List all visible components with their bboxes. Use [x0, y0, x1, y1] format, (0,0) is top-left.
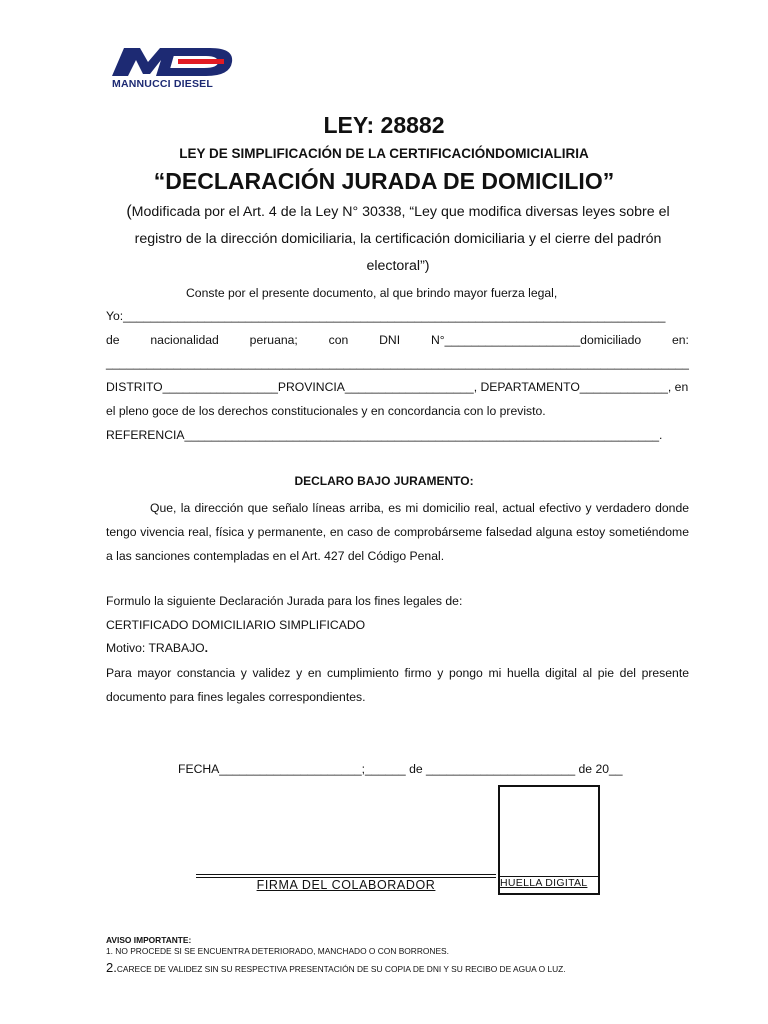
motive-dot: . — [204, 641, 209, 655]
location-fields[interactable]: DISTRITO_________________PROVINCIA___________________, DEPARTAMENTO_____________, en — [106, 380, 689, 394]
company-logo — [110, 44, 240, 92]
fingerprint-label: HUELLA DIGITAL — [500, 877, 588, 889]
nationality-word: de — [106, 333, 120, 347]
signature-label-text: FIRMA DEL COLABORADOR — [256, 878, 436, 892]
declaration-paragraph — [106, 496, 689, 568]
notice-heading: AVISO IMPORTANTE: — [106, 935, 192, 945]
dni-field[interactable]: N°____________________domiciliado — [430, 333, 642, 347]
notice-item-1: 1. NO PROCEDE SI SE ENCUENTRA DETERIORADO, MANCHADO O CON BORRONES. — [106, 946, 449, 956]
md-logo-icon — [110, 44, 236, 78]
intro-line: Conste por el presente documento, al que brindo mayor fuerza legal, — [186, 286, 558, 300]
notice-item-2-number: 2. — [106, 960, 117, 975]
declaration-text: Que, la dirección que señalo líneas arriba, es mi domicilio real, actual efectivo y verdadero donde tengo vivencia real, física y permanente, en caso de comprobárseme falsedad alguna estoy sometiéndome a las sanciones contempladas en el Art. 427 del Código Penal. — [106, 501, 689, 563]
modification-note — [108, 198, 688, 280]
date-field[interactable]: FECHA_____________________;______ de ______________________ de 20__ — [178, 762, 623, 776]
purpose-line: Formulo la siguiente Declaración Jurada para los fines legales de: — [106, 594, 463, 608]
signature-label — [196, 878, 496, 892]
name-field[interactable]: Yo:________________________________________________________________________________ — [106, 309, 666, 323]
motive-line — [106, 641, 208, 655]
company-name: MANNUCCI DIESEL — [112, 78, 214, 90]
law-subtitle: LEY DE SIMPLIFICACIÓN DE LA CERTIFICACIÓNDOMICIALIRIA — [179, 146, 589, 161]
rights-line: el pleno goce de los derechos constitucionales y en concordancia con lo previsto. — [106, 404, 546, 418]
declaration-heading: DECLARO BAJO JURAMENTO: — [294, 474, 474, 488]
nationality-line — [106, 333, 689, 347]
motive-text: Motivo: TRABAJO — [106, 641, 205, 655]
law-title: LEY: 28882 — [323, 112, 445, 138]
document-title: “DECLARACIÓN JURADA DE DOMICILIO” — [153, 168, 615, 194]
nationality-word: en: — [671, 333, 689, 347]
certificate-type: CERTIFICADO DOMICILIARIO SIMPLIFICADO — [106, 618, 366, 632]
reference-field[interactable]: REFERENCIA______________________________________________________________________. — [106, 428, 663, 442]
notice-item-2-text: CARECE DE VALIDEZ SIN SU RESPECTIVA PRESENTACIÓN DE SU COPIA DE DNI Y SU RECIBO DE AGUA O LUZ. — [116, 964, 566, 974]
modification-open-paren: ( — [126, 203, 132, 220]
modification-text: Modificada por el Art. 4 de la Ley N° 30338, “Ley que modifica diversas leyes sobre el registro de la dirección domiciliaria, la certificación domiciliaria y el cierre del padrón electoral”) — [131, 204, 670, 274]
notice-item-2 — [106, 960, 566, 975]
nationality-word: con — [328, 333, 349, 347]
nationality-word: peruana; — [249, 333, 298, 347]
signature-line[interactable] — [196, 874, 496, 875]
closing-paragraph: Para mayor constancia y validez y en cumplimiento firmo y pongo mi huella digital al pie del presente documento para fines legales correspondientes. — [106, 666, 689, 704]
nationality-word: nacionalidad — [150, 333, 219, 347]
nationality-word: DNI — [379, 333, 401, 347]
address-field[interactable]: ______________________________________________________________________________________ — [106, 356, 689, 370]
